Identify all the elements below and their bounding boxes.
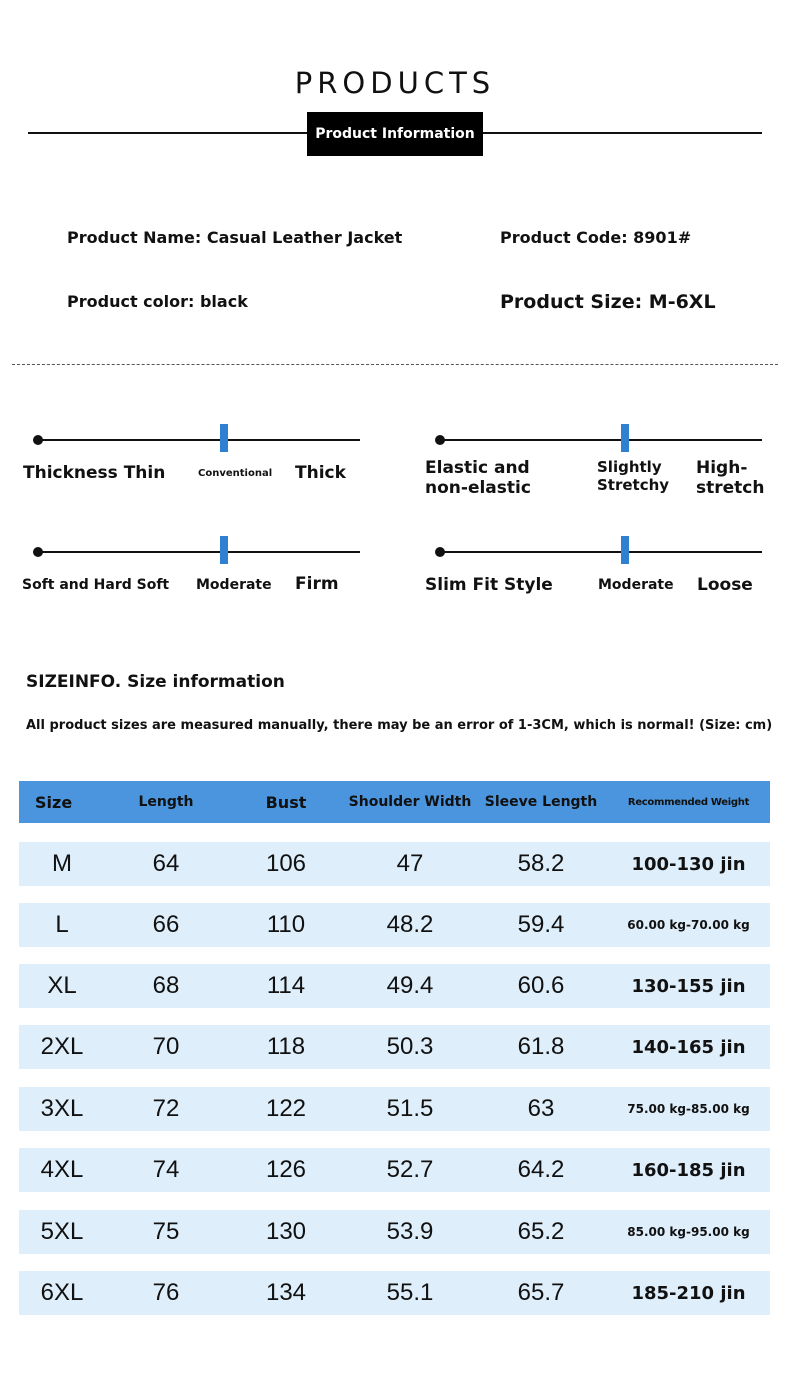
- scale-right-label: Firm: [295, 574, 339, 594]
- scale-left-label: Thickness Thin: [23, 463, 166, 483]
- cell-weight: 160-185 jin: [631, 1159, 746, 1181]
- product-name: Product Name: Casual Leather Jacket: [67, 228, 403, 247]
- cell-shoulder: 55.1: [386, 1279, 434, 1306]
- scale-marker: [621, 536, 629, 564]
- header-size: Size: [35, 792, 73, 812]
- product-color: Product color: black: [67, 292, 248, 311]
- cell-sleeve: 65.2: [517, 1218, 565, 1245]
- table-row: [19, 964, 770, 1008]
- cell-bust: 122: [265, 1095, 307, 1122]
- scale-start-dot: [435, 547, 445, 557]
- scale-start-dot: [33, 547, 43, 557]
- scale-left-label: Slim Fit Style: [425, 575, 553, 595]
- header-divider-right: [482, 132, 762, 134]
- table-row: [19, 1148, 770, 1192]
- cell-length: 68: [152, 972, 180, 999]
- cell-sleeve: 61.8: [517, 1033, 565, 1060]
- scale-line: [440, 439, 762, 441]
- cell-size: 5XL: [40, 1218, 84, 1245]
- scale-line: [38, 439, 360, 441]
- cell-bust: 114: [266, 972, 306, 999]
- cell-length: 64: [152, 850, 180, 877]
- cell-bust: 130: [265, 1218, 307, 1245]
- cell-bust: 106: [265, 850, 307, 877]
- scale-right-label: High-stretch: [696, 458, 765, 499]
- cell-size: 6XL: [40, 1279, 84, 1306]
- cell-size: 3XL: [40, 1095, 84, 1122]
- scale-right-label: Loose: [697, 575, 753, 595]
- header-length: Length: [138, 794, 194, 810]
- header-divider-left: [28, 132, 308, 134]
- cell-weight: 85.00 kg-95.00 kg: [627, 1225, 750, 1239]
- cell-weight: 185-210 jin: [631, 1282, 746, 1304]
- cell-sleeve: 59.4: [517, 911, 565, 938]
- table-row: [19, 1210, 770, 1254]
- product-information-badge: Product Information: [307, 112, 483, 156]
- table-row: [19, 903, 770, 947]
- table-row: [19, 1025, 770, 1069]
- cell-sleeve: 60.6: [517, 972, 565, 999]
- cell-length: 74: [152, 1156, 180, 1183]
- cell-size: XL: [47, 972, 77, 999]
- cell-size: 4XL: [40, 1156, 84, 1183]
- cell-weight: 75.00 kg-85.00 kg: [627, 1102, 750, 1116]
- product-code: Product Code: 8901#: [500, 228, 692, 247]
- cell-shoulder: 49.4: [386, 972, 434, 999]
- scale-left-label: Elastic and non-elastic: [425, 458, 531, 499]
- cell-weight: 130-155 jin: [631, 975, 746, 997]
- cell-shoulder: 52.7: [386, 1156, 434, 1183]
- cell-size: M: [52, 850, 72, 877]
- cell-weight: 100-130 jin: [631, 853, 746, 875]
- cell-sleeve: 65.7: [517, 1279, 565, 1306]
- cell-bust: 134: [265, 1279, 307, 1306]
- scale-start-dot: [33, 435, 43, 445]
- size-table-header: [19, 781, 770, 823]
- cell-bust: 126: [265, 1156, 307, 1183]
- cell-sleeve: 63: [527, 1095, 555, 1122]
- header-recommended-weight: Recommended Weight: [627, 796, 750, 808]
- scale-mid-label: Slightly Stretchy: [597, 458, 670, 494]
- header-bust: Bust: [265, 792, 307, 812]
- cell-sleeve: 64.2: [517, 1156, 565, 1183]
- cell-shoulder: 48.2: [386, 911, 434, 938]
- cell-size: L: [55, 911, 69, 938]
- scale-start-dot: [435, 435, 445, 445]
- cell-shoulder: 51.5: [386, 1095, 434, 1122]
- page-title: PRODUCTS: [294, 66, 496, 100]
- product-size: Product Size: M-6XL: [500, 291, 716, 313]
- scale-line: [38, 551, 360, 553]
- scale-mid-label: Moderate: [598, 577, 674, 593]
- scale-line: [440, 551, 762, 553]
- cell-size: 2XL: [40, 1033, 84, 1060]
- cell-weight: 60.00 kg-70.00 kg: [627, 918, 750, 932]
- table-row: [19, 1087, 770, 1131]
- header-sleeve-length: Sleeve Length: [484, 794, 598, 810]
- cell-length: 66: [152, 911, 180, 938]
- scale-mid-label: Moderate: [196, 577, 272, 593]
- scale-mid-label: Conventional: [198, 468, 273, 479]
- table-row: [19, 1271, 770, 1315]
- size-section-title: SIZEINFO. Size information: [26, 672, 285, 692]
- cell-shoulder: 53.9: [386, 1218, 434, 1245]
- cell-weight: 140-165 jin: [631, 1036, 746, 1058]
- cell-length: 75: [152, 1218, 180, 1245]
- cell-length: 70: [152, 1033, 180, 1060]
- cell-length: 76: [152, 1279, 180, 1306]
- cell-shoulder: 47: [396, 850, 424, 877]
- scale-left-label: Soft and Hard Soft: [22, 577, 170, 593]
- scale-marker: [220, 536, 228, 564]
- section-divider: [12, 364, 778, 365]
- table-row: [19, 842, 770, 886]
- cell-sleeve: 58.2: [517, 850, 565, 877]
- size-measurement-note: All product sizes are measured manually, there may be an error of 1-3CM, which is normal! (Size: cm): [26, 718, 773, 733]
- scale-marker: [220, 424, 228, 452]
- scale-right-label: Thick: [295, 463, 346, 483]
- header-shoulder-width: Shoulder Width: [348, 794, 472, 810]
- scale-marker: [621, 424, 629, 452]
- cell-shoulder: 50.3: [386, 1033, 434, 1060]
- cell-length: 72: [152, 1095, 180, 1122]
- cell-bust: 110: [266, 911, 306, 938]
- cell-bust: 118: [266, 1033, 306, 1060]
